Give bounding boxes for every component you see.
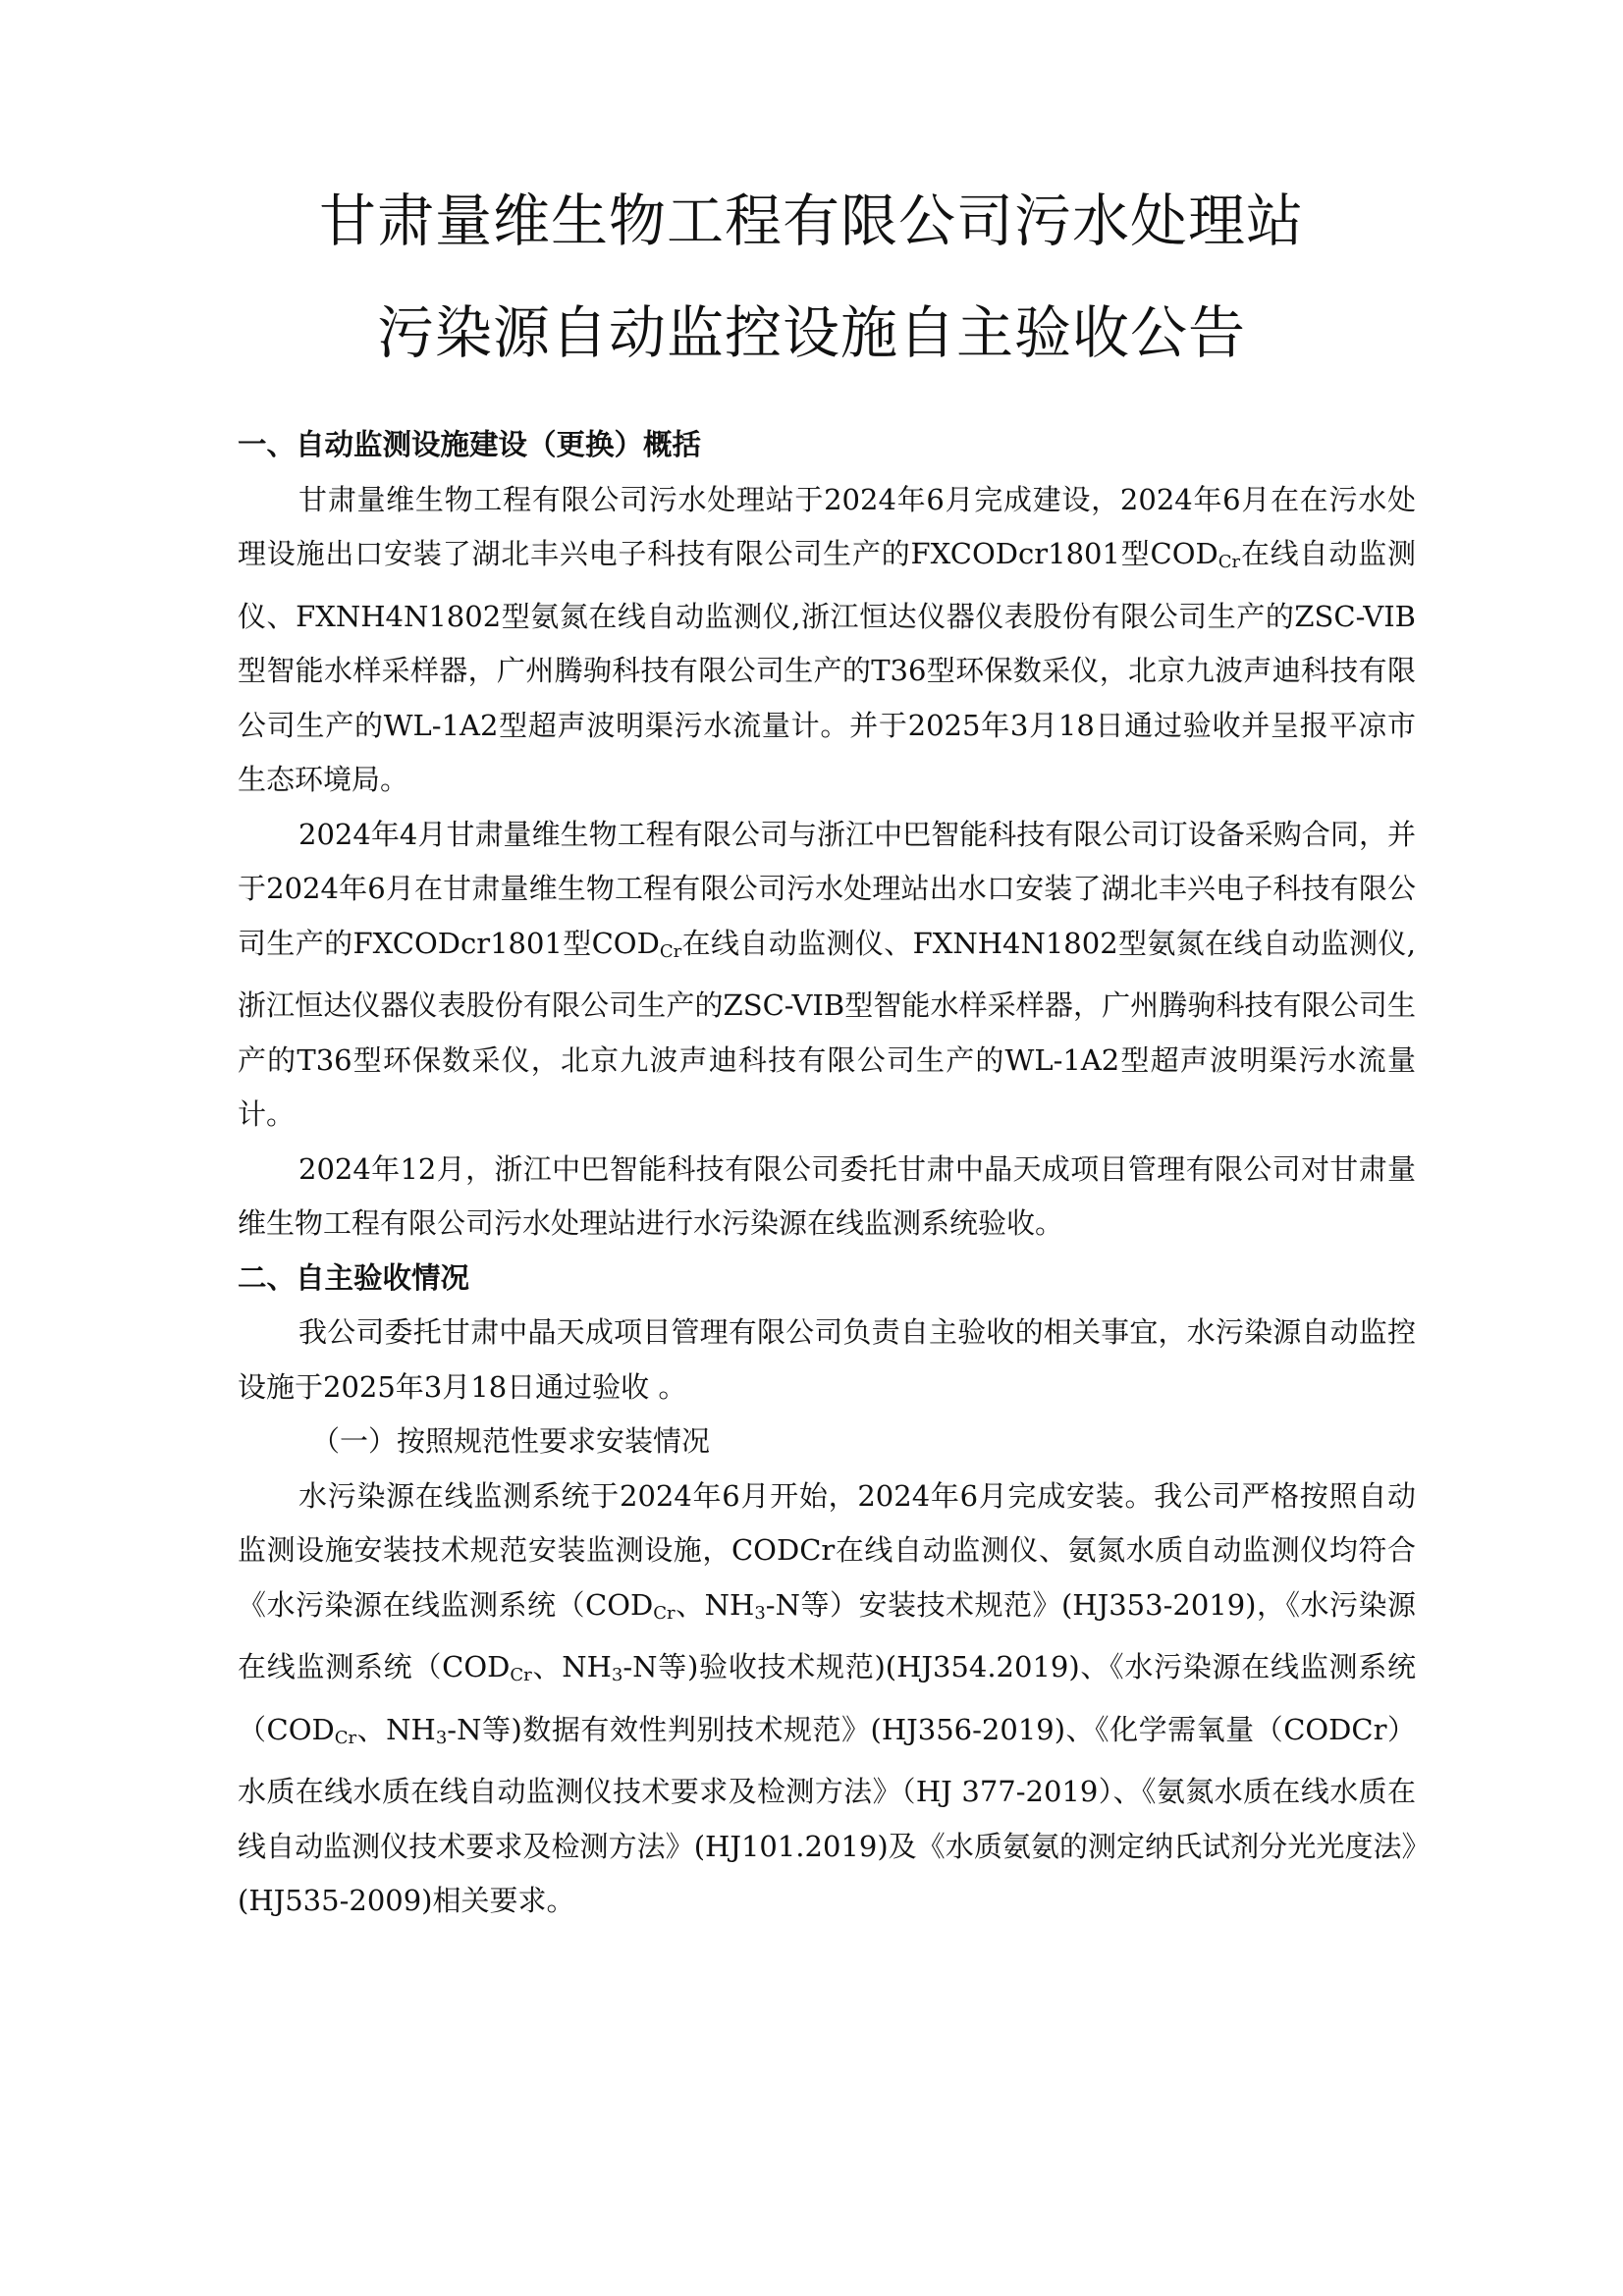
paragraph-text: 水污染源在线监测系统于2024年6月开始，2024年6月完成安装。我公司严格按照自动监测设施安装技术规范安装监测设施，CODCr在线自动监测仪、氨氮水质自动监测仪均符合《水污染源在线监测系统（COD [238,1478,1416,1622]
section-1-paragraph-3: 2024年12月，浙江中巴智能科技有限公司委托甘肃中晶天成项目管理有限公司对甘肃量维生物工程有限公司污水处理站进行水污染源在线监测系统验收。 [238,1151,1416,1240]
subscript: Cr [659,940,682,962]
paragraph-text: 甘肃量维生物工程有限公司污水处理站于2024年6月完成建设，2024年6月在在污水处理设施出口安装了湖北丰兴电子科技有限公司生产的FXCODcr1801型COD [238,482,1416,570]
section-1-heading: 一、自动监测设施建设（更换）概括 [238,428,702,461]
subscript: Cr [334,1727,357,1748]
section-2-subheading: （一）按照规范性要求安装情况 [311,1424,711,1458]
subscript: Cr [510,1665,532,1685]
document-title-line-1: 甘肃量维生物工程有限公司污水处理站 [318,187,1304,254]
document-body [238,418,1416,1929]
section-2-paragraph-1: 我公司委托甘肃中晶天成项目管理有限公司负责自主验收的相关事宜，水污染源自动监控设施于2025年3月18日通过验收 。 [238,1315,1416,1404]
subscript: 3 [754,1602,766,1624]
paragraph-text: 2024年4月甘肃量维生物工程有限公司与浙江中巴智能科技有限公司订设备采购合同，并于2024年6月在甘肃量维生物工程有限公司污水处理站出水口安装了湖北丰兴电子科技有限公司生产的FXCODcr1801型COD [238,817,1416,960]
section-1-paragraph-2 [238,808,1416,1143]
paragraph-text: 在线自动监测仪、FXNH4N1802型氨氮在线自动监测仪,浙江恒达仪器仪表股份有限公司生产的ZSC-VIB型智能水样采样器，广州腾驹科技有限公司生产的T36型环保数采仪，北京九波声迪科技有限公司生产的WL-1A2型超声波明渠污水流量计。并于2025年3月18日通过验收并呈报平凉市生态环境局。 [238,537,1416,796]
subscript: 3 [611,1665,623,1685]
subscript: 3 [435,1727,448,1748]
paragraph-text: 、NH [531,1650,612,1683]
paragraph-text: 在线自动监测仪、FXNH4N1802型氨氮在线自动监测仪,浙江恒达仪器仪表股份有限公司生产的ZSC-VIB型智能水样采样器，广州腾驹科技有限公司生产的T36型环保数采仪，北京九波声迪科技有限公司生产的WL-1A2型超声波明渠污水流量计。 [238,926,1416,1131]
section-1-paragraph-1 [238,473,1416,808]
subscript: Cr [653,1602,676,1624]
paragraph-text: 、NH [356,1712,436,1746]
paragraph-text: 、NH [675,1587,755,1622]
paragraph-text: -N等)数据有效性判别技术规范》(HJ356-2019)、《化学需氧量（CODCr）水质在线水质在线自动监测仪技术要求及检测方法》（HJ 377-2019）、《氨氮水质在线水质在线自动监测仪技术要求及检测方法》(HJ101.2019)及《水质氨氨的测定纳氏试剂分光光度法》(HJ535-2009)相关要求。 [238,1712,1416,1917]
document-title-line-2: 污染源自动监控设施自主验收公告 [376,299,1246,366]
section-2-heading: 二、自主验收情况 [238,1260,470,1295]
paragraph-text: -N等)验收技术规范)(HJ354.2019)、《水污染源在线监测系统（COD [238,1650,1416,1746]
section-2-paragraph-2 [238,1469,1416,1929]
paragraph-text: -N等）安装技术规范》(HJ353-2019)，《水污染源在线监测系统（COD [238,1587,1417,1683]
subscript: Cr [1217,552,1241,572]
